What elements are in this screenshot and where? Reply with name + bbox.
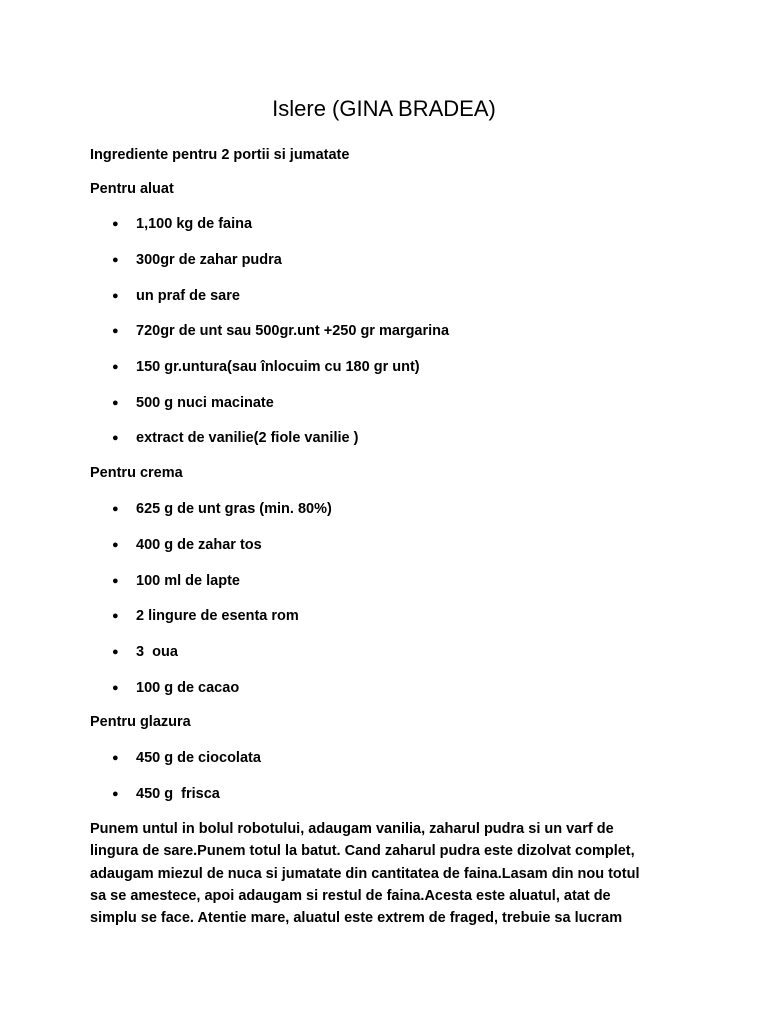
section-heading-crema: Pentru crema (90, 465, 183, 481)
list-item-text: 150 gr.untura(sau înlocuim cu 180 gr unt) (136, 359, 420, 375)
bullet-icon: ● (112, 788, 119, 800)
list-item (112, 428, 358, 448)
bullet-icon: ● (112, 397, 119, 409)
list-item (112, 606, 299, 626)
list-item-text: 3 oua (136, 644, 178, 660)
list-item-text: 1,100 kg de faina (136, 216, 253, 232)
bullet-icon: ● (112, 254, 119, 266)
list-item-text: 300gr de zahar pudra (136, 252, 282, 268)
bullet-icon: ● (112, 290, 119, 302)
paragraph-line: simplu se face. Atentie mare, aluatul este extrem de fraged, trebuie sa lucram (90, 910, 623, 927)
bullet-icon: ● (112, 361, 119, 373)
list-item (112, 393, 274, 413)
list-item (112, 748, 261, 768)
list-item (112, 642, 178, 662)
paragraph-line: lingura de sare.Punem totul la batut. Cand zaharul pudra este dizolvat complet, (90, 843, 635, 860)
section-heading-aluat: Pentru aluat (90, 181, 174, 197)
paragraph-line: adaugam miezul de nuca si jumatate din cantitatea de faina.Lasam din nou totul (90, 865, 640, 882)
list-item (112, 321, 449, 341)
list-item (112, 499, 332, 519)
list-item-text: 625 g de unt gras (min. 80%) (136, 501, 332, 517)
instructions-paragraph (90, 818, 680, 929)
list-item-text: 2 lingure de esenta rom (136, 608, 299, 624)
bullet-icon: ● (112, 325, 119, 337)
bullet-icon: ● (112, 218, 119, 230)
bullet-icon: ● (112, 539, 119, 551)
list-item (112, 286, 240, 306)
list-item (112, 250, 282, 270)
bullet-icon: ● (112, 646, 119, 658)
list-item-text: 450 g de ciocolata (136, 750, 261, 766)
list-item-text: un praf de sare (136, 288, 240, 304)
list-item-text: 400 g de zahar tos (136, 537, 262, 553)
list-item-text: 720gr de unt sau 500gr.unt +250 gr margarina (136, 323, 450, 339)
list-item (112, 678, 239, 698)
bullet-icon: ● (112, 752, 119, 764)
list-item (112, 571, 240, 591)
list-item-text: 100 g de cacao (136, 680, 240, 696)
list-item-text: 500 g nuci macinate (136, 395, 274, 411)
section-heading-glazura: Pentru glazura (90, 714, 191, 730)
paragraph-line: sa se amestece, apoi adaugam si restul de faina.Acesta este aluatul, atat de (90, 887, 611, 904)
list-item (112, 357, 420, 377)
bullet-icon: ● (112, 432, 119, 444)
list-item (112, 535, 262, 555)
list-item-text: extract de vanilie(2 fiole vanilie ) (136, 430, 359, 446)
bullet-icon: ● (112, 503, 119, 515)
bullet-icon: ● (112, 610, 119, 622)
document-title: Islere (GINA BRADEA) (272, 96, 496, 121)
list-item-text: 100 ml de lapte (136, 573, 240, 589)
list-item (112, 784, 220, 804)
bullet-icon: ● (112, 682, 119, 694)
bullet-icon: ● (112, 575, 119, 587)
list-item-text: 450 g frisca (136, 786, 220, 802)
intro-text: Ingrediente pentru 2 portii si jumatate (90, 147, 350, 163)
paragraph-line: Punem untul in bolul robotului, adaugam vanilia, zaharul pudra si un varf de (90, 821, 614, 837)
list-item (112, 214, 252, 234)
